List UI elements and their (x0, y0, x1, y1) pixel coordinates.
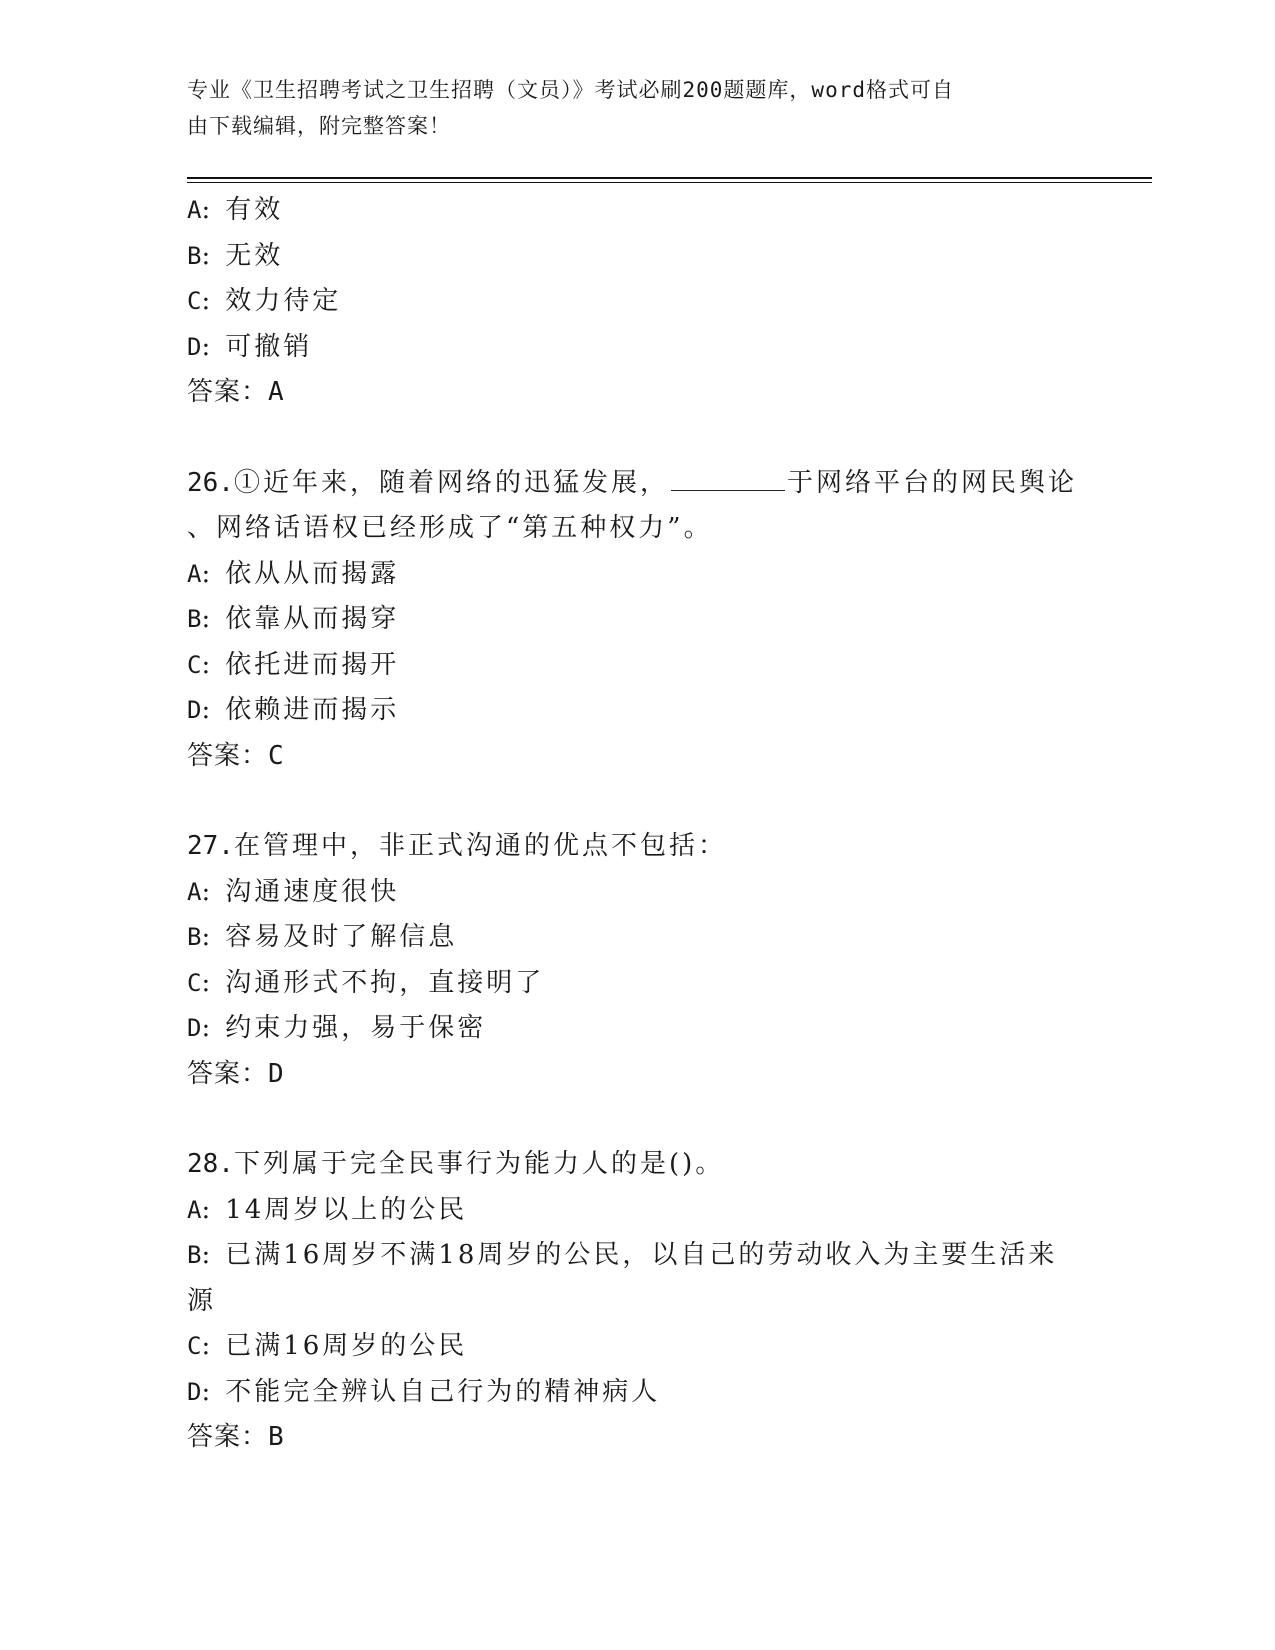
question-28 (187, 1142, 1077, 1461)
option-text: 无效 (225, 240, 284, 271)
header-line-1: 专业《卫生招聘考试之卫生招聘（文员）》考试必刷200题题库，word格式可自 (187, 78, 954, 102)
option-text: 不能完全辨认自己行为的精神病人 (225, 1376, 661, 1407)
option-a: A: 依从从而揭露 (187, 558, 400, 589)
option-separator: : (201, 649, 214, 680)
option-c: C: 效力待定 (187, 286, 342, 316)
option-b: B: 容易及时了解信息 (187, 922, 458, 952)
answer-line: 答案：D (187, 1058, 285, 1089)
option-separator: : (201, 1194, 214, 1225)
option-d: D: 不能完全辨认自己行为的精神病人 (187, 1376, 661, 1407)
question-number: 27. (187, 831, 234, 861)
option-c: C: 依托进而揭开 (187, 649, 400, 680)
option-separator: : (201, 1331, 214, 1361)
option-a: A: 有效 (187, 195, 284, 225)
option-d: D: 可撤销 (187, 331, 313, 362)
option-separator: : (201, 1376, 214, 1407)
option-c: C: 已满16周岁的公民 (187, 1331, 468, 1361)
answer-line: 答案：B (187, 1422, 285, 1452)
question-stem: 26.①近年来，随着网络的迅猛发展， 于网络平台的网民舆论 (187, 467, 1077, 498)
option-separator: : (201, 1013, 214, 1043)
option-c: C: 沟通形式不拘，直接明了 (187, 967, 545, 998)
option-text: 依靠从而揭穿 (225, 604, 400, 634)
header-line-2: 由下载编辑，附完整答案！ (187, 114, 451, 138)
option-text: 14周岁以上的公民 (225, 1194, 468, 1225)
option-b: B: 无效 (187, 240, 284, 271)
option-text: 有效 (225, 195, 284, 225)
question-stem-cont: 、网络话语权已经形成了“第五种权力”。 (187, 513, 713, 543)
option-text: 已满16周岁不满18周岁的公民，以自己的劳动收入为主要生活来 (225, 1240, 1058, 1270)
question-number: 26. (187, 467, 234, 498)
option-text: 沟通形式不拘，直接明了 (225, 967, 545, 998)
option-a: A: 14周岁以上的公民 (187, 1194, 468, 1225)
option-b: B: 已满16周岁不满18周岁的公民，以自己的劳动收入为主要生活来 (187, 1240, 1058, 1270)
document-header (187, 72, 1077, 144)
question-number: 28. (187, 1149, 234, 1179)
option-a: A: 沟通速度很快 (187, 876, 400, 907)
option-b: B: 依靠从而揭穿 (187, 604, 400, 634)
answer-line: 答案：A (187, 377, 285, 407)
fill-in-blank (671, 466, 785, 491)
answer-value: C (268, 740, 285, 771)
option-separator: : (201, 1240, 214, 1270)
answer-value: A (268, 377, 285, 407)
option-text: 容易及时了解信息 (225, 922, 458, 952)
option-separator: : (201, 967, 214, 998)
option-separator: : (201, 604, 214, 634)
header-divider-thick (187, 177, 1152, 179)
option-text: 沟通速度很快 (225, 876, 400, 907)
option-d: D: 依赖进而揭示 (187, 695, 400, 725)
option-separator: : (201, 558, 214, 589)
option-text: 可撤销 (225, 331, 313, 362)
option-b-cont: 源 (187, 1285, 217, 1316)
option-separator: : (201, 195, 214, 225)
answer-line: 答案：C (187, 740, 285, 771)
question-stem: 28.下列属于完全民事行为能力人的是()。 (187, 1149, 725, 1179)
option-text: 依赖进而揭示 (225, 695, 400, 725)
option-separator: : (201, 331, 214, 362)
option-separator: : (201, 876, 214, 907)
option-separator: : (201, 695, 214, 725)
option-text: 依托进而揭开 (225, 649, 400, 680)
option-separator: : (201, 922, 214, 952)
question-list (187, 188, 1077, 1461)
question-stem: 27.在管理中，非正式沟通的优点不包括： (187, 831, 727, 861)
option-text: 效力待定 (225, 286, 342, 316)
question-26 (187, 461, 1077, 780)
question-27 (187, 824, 1077, 1097)
answer-value: D (268, 1058, 285, 1089)
option-separator: : (201, 286, 214, 316)
option-separator: : (201, 240, 214, 271)
option-text: 约束力强，易于保密 (225, 1013, 487, 1043)
answer-value: B (268, 1422, 285, 1452)
option-text: 已满16周岁的公民 (225, 1331, 468, 1361)
option-d: D: 约束力强，易于保密 (187, 1013, 487, 1043)
header-divider-thin (187, 182, 1152, 183)
partial-question (187, 188, 1077, 416)
option-text: 依从从而揭露 (225, 558, 400, 589)
